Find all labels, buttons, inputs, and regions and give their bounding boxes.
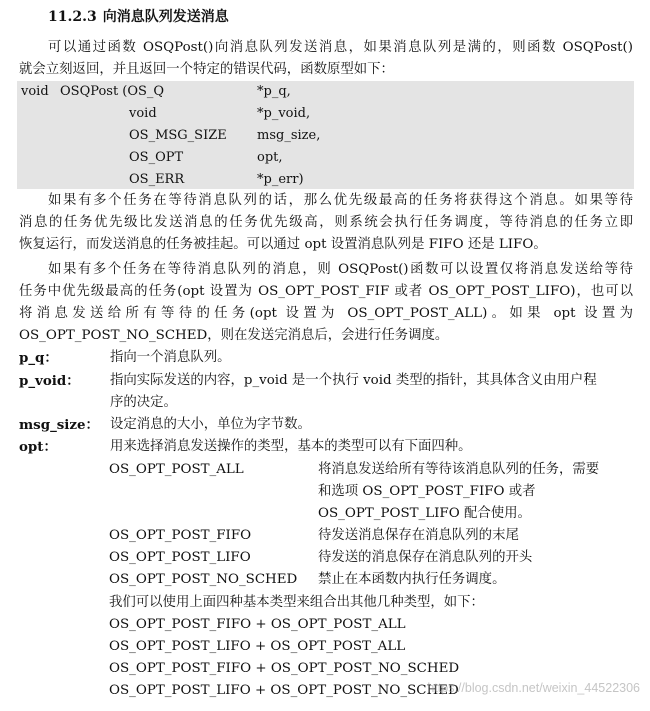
option-name: OS_OPT_POST_LIFO bbox=[109, 550, 251, 565]
option-desc: OS_OPT_POST_LIFO 配合使用。 bbox=[318, 506, 531, 521]
option-name: OS_OPT_POST_FIFO bbox=[109, 528, 252, 543]
param-desc: 设定消息的大小，单位为字节数。 bbox=[110, 417, 311, 432]
watermark-text: https://blog.csdn.net/weixin_44522306 bbox=[427, 681, 640, 695]
param-desc: 序的决定。 bbox=[110, 395, 177, 410]
paragraph-priority bbox=[19, 190, 633, 256]
combo-item: OS_OPT_POST_FIFO + OS_OPT_POST_NO_SCHED bbox=[109, 661, 460, 676]
intro-paragraph bbox=[19, 37, 633, 81]
prototype-param-type: OS_OPT bbox=[129, 150, 184, 165]
option-desc: 待发送的消息保存在消息队列的开头 bbox=[318, 550, 533, 565]
prototype-param-type: OS_ERR bbox=[129, 172, 185, 187]
prototype-param-name: *p_void, bbox=[257, 106, 311, 121]
paragraph-line: 恢复运行，而发送消息的任务被挂起。可以通过 opt 设置消息队列是 FIFO 还是 LIFO。 bbox=[19, 237, 547, 252]
option-name: OS_OPT_POST_ALL bbox=[109, 462, 244, 477]
prototype-return-type: void bbox=[21, 84, 49, 99]
prototype-param-type: OS_MSG_SIZE bbox=[129, 128, 227, 143]
param-name: msg_size： bbox=[19, 417, 99, 433]
function-prototype-block bbox=[17, 81, 634, 189]
option-desc: 待发送消息保存在消息队列的末尾 bbox=[318, 528, 519, 543]
option-desc: 和选项 OS_OPT_POST_FIFO 或者 bbox=[318, 484, 536, 499]
paragraph-line: 如果有多个任务在等待消息队列的话，那么优先级最高的任务将获得这个消息。如果等待 bbox=[48, 193, 633, 208]
paragraph-line: 消息的任务优先级比发送消息的任务优先级高，则系统会执行任务调度，等待消息的任务立即 bbox=[19, 215, 633, 230]
paragraph-line: 将消息发送给所有等待的任务(opt 设置为 OS_OPT_POST_ALL)。如果 opt 设置为 bbox=[19, 306, 633, 321]
param-desc: 用来选择消息发送操作的类型，基本的类型可以有下面四种。 bbox=[110, 439, 472, 454]
param-name: opt： bbox=[19, 439, 57, 455]
prototype-param-name: opt, bbox=[257, 150, 283, 165]
paragraph-options bbox=[19, 259, 633, 347]
combo-item: OS_OPT_POST_FIFO + OS_OPT_POST_ALL bbox=[109, 617, 406, 632]
combo-item: OS_OPT_POST_LIFO + OS_OPT_POST_ALL bbox=[109, 639, 406, 654]
option-desc: 将消息发送给所有等待该消息队列的任务，需要 bbox=[318, 462, 600, 477]
prototype-param-type: void bbox=[129, 106, 157, 121]
combo-item: OS_OPT_POST_LIFO + OS_OPT_POST_NO_SCHED bbox=[109, 683, 459, 698]
section-title: 向消息队列发送消息 bbox=[102, 9, 229, 25]
option-name: OS_OPT_POST_NO_SCHED bbox=[109, 572, 298, 587]
paragraph-line: 如果有多个任务在等待消息队列的消息，则 OSQPost()函数可以设置仅将消息发送给等待 bbox=[48, 262, 633, 277]
intro-line: 可以通过函数 OSQPost()向消息队列发送消息，如果消息队列是满的，则函数 OSQPost() bbox=[48, 40, 633, 55]
param-name: p_q： bbox=[19, 350, 58, 366]
prototype-param-name: *p_err) bbox=[257, 172, 304, 187]
intro-line: 就会立刻返回，并且返回一个特定的错误代码，函数原型如下： bbox=[19, 62, 394, 77]
param-desc: 指向实际发送的内容，p_void 是一个执行 void 类型的指针，其具体含义由用户程 bbox=[110, 373, 597, 388]
combo-intro: 我们可以使用上面四种基本类型来组合出其他几种类型，如下： bbox=[109, 595, 484, 610]
param-desc: 指向一个消息队列。 bbox=[110, 350, 231, 365]
option-desc: 禁止在本函数内执行任务调度。 bbox=[318, 572, 506, 587]
paragraph-line: OS_OPT_POST_NO_SCHED，则在发送完消息后，会进行任务调度。 bbox=[19, 328, 449, 343]
prototype-param-name: msg_size, bbox=[257, 128, 321, 143]
prototype-function: OSQPost (OS_Q bbox=[60, 84, 165, 99]
section-number: 11.2.3 bbox=[48, 9, 97, 25]
paragraph-line: 任务中优先级最高的任务(opt 设置为 OS_OPT_POST_FIF 或者 OS_OPT_POST_LIFO)，也可以 bbox=[19, 284, 633, 299]
section-heading bbox=[48, 6, 229, 26]
prototype-param-name: *p_q, bbox=[257, 84, 291, 99]
param-name: p_void： bbox=[19, 373, 80, 389]
